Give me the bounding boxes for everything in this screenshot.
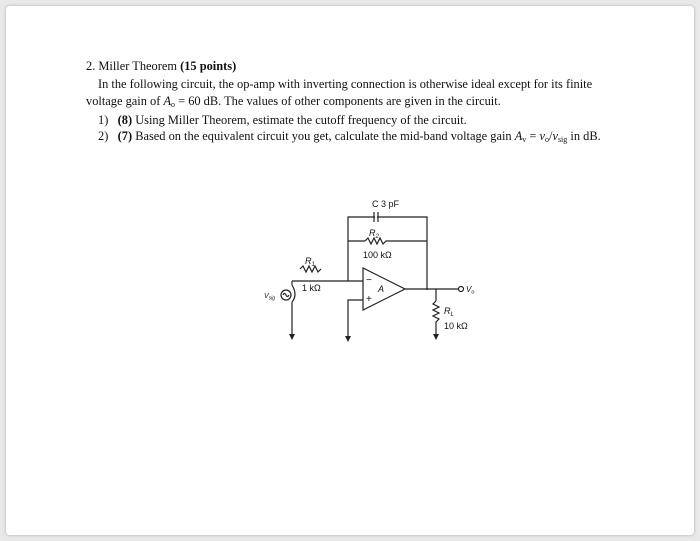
r1-value: 1 kΩ — [302, 283, 321, 293]
resistor-r1 — [300, 266, 321, 272]
vsig-sine-icon — [283, 294, 289, 297]
ground-icon-load — [433, 334, 439, 340]
ground-icon-opamp — [345, 336, 351, 342]
resistor-rl — [433, 301, 439, 334]
opamp-minus: − — [366, 275, 372, 286]
r1-label: $R_1$ — [305, 256, 315, 268]
intro-line-1: In the following circuit, the op-amp with inverting connection is otherwise ideal except for its finite — [98, 77, 593, 91]
capacitor-label: C 3 pF — [372, 199, 400, 209]
resistor-r2 — [365, 238, 427, 244]
rl-value: 10 kΩ — [444, 321, 468, 331]
question-2: 2) (7) Based on the equivalent circuit you get, calculate the mid-band voltage gain $A_v = v_o/v_{sig}$ in dB. — [98, 129, 601, 144]
question-1: 1) (8) Using Miller Theorem, estimate the cutoff frequency of the circuit. — [98, 113, 467, 127]
vo-terminal — [459, 287, 464, 292]
problem-title: Miller Theorem — [98, 59, 177, 73]
r2-value: 100 kΩ — [363, 250, 392, 260]
opamp-plus: + — [366, 294, 372, 305]
problem-points: (15 points) — [180, 59, 237, 73]
intro-line-2: voltage gain of $A_o = 60$ dB. The values of other components are given in the circuit. — [86, 94, 501, 109]
problem-number: 2. — [86, 59, 96, 73]
gain-expression: $A_v = v_o/v_{sig}$ — [514, 129, 568, 144]
opamp-gain-label: A — [378, 284, 385, 294]
r2-label: $R_2$ — [369, 228, 379, 240]
rl-label: $R_L$ — [444, 306, 454, 318]
gain-symbol: A — [163, 94, 172, 108]
vsig-label: $V_{sig}$ — [264, 293, 276, 302]
vo-label: Vo — [466, 285, 475, 296]
ground-icon-source — [289, 334, 295, 340]
noninverting-ground-wire — [348, 300, 363, 336]
